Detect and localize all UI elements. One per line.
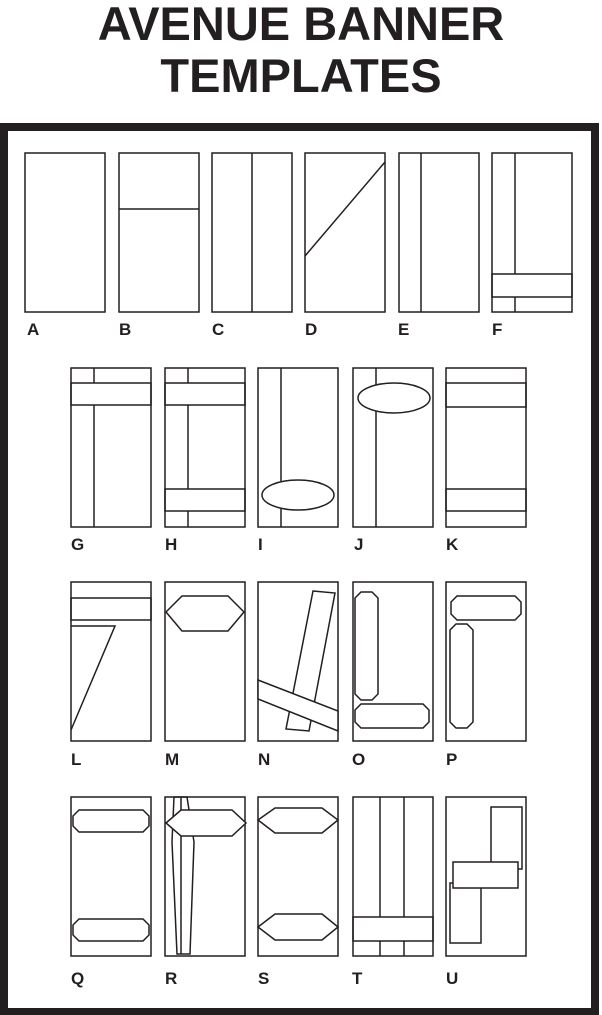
label-b: B [119, 320, 132, 339]
template-h [165, 368, 245, 527]
template-m [165, 582, 245, 741]
template-s [258, 797, 338, 956]
template-t [353, 797, 433, 956]
label-d: D [305, 320, 318, 339]
template-q [71, 797, 151, 956]
label-j: J [354, 535, 364, 554]
label-i: I [258, 535, 263, 554]
template-f [492, 153, 572, 312]
template-l [71, 582, 151, 741]
label-q: Q [71, 969, 85, 988]
template-j [353, 368, 433, 527]
template-c [212, 153, 292, 312]
label-m: M [165, 750, 180, 769]
label-a: A [27, 320, 40, 339]
page-title-line-1: AVENUE BANNER [97, 0, 505, 50]
label-l: L [71, 750, 82, 769]
template-r [165, 797, 246, 956]
template-g [71, 368, 151, 527]
template-u [446, 797, 526, 956]
template-o [353, 582, 433, 741]
label-t: T [352, 969, 363, 988]
page-title-line-2: TEMPLATES [160, 49, 442, 102]
label-f: F [492, 320, 503, 339]
label-r: R [165, 969, 178, 988]
template-b [119, 153, 199, 312]
template-e [399, 153, 479, 312]
template-a [25, 153, 105, 312]
label-n: N [258, 750, 271, 769]
label-h: H [165, 535, 178, 554]
template-i [258, 368, 338, 527]
label-e: E [398, 320, 410, 339]
label-k: K [446, 535, 459, 554]
template-p [446, 582, 526, 741]
template-k [446, 368, 526, 527]
label-o: O [352, 750, 366, 769]
template-n [258, 582, 338, 741]
label-s: S [258, 969, 270, 988]
label-p: P [446, 750, 458, 769]
template-d [305, 153, 385, 312]
label-u: U [446, 969, 459, 988]
label-g: G [71, 535, 85, 554]
label-c: C [212, 320, 225, 339]
